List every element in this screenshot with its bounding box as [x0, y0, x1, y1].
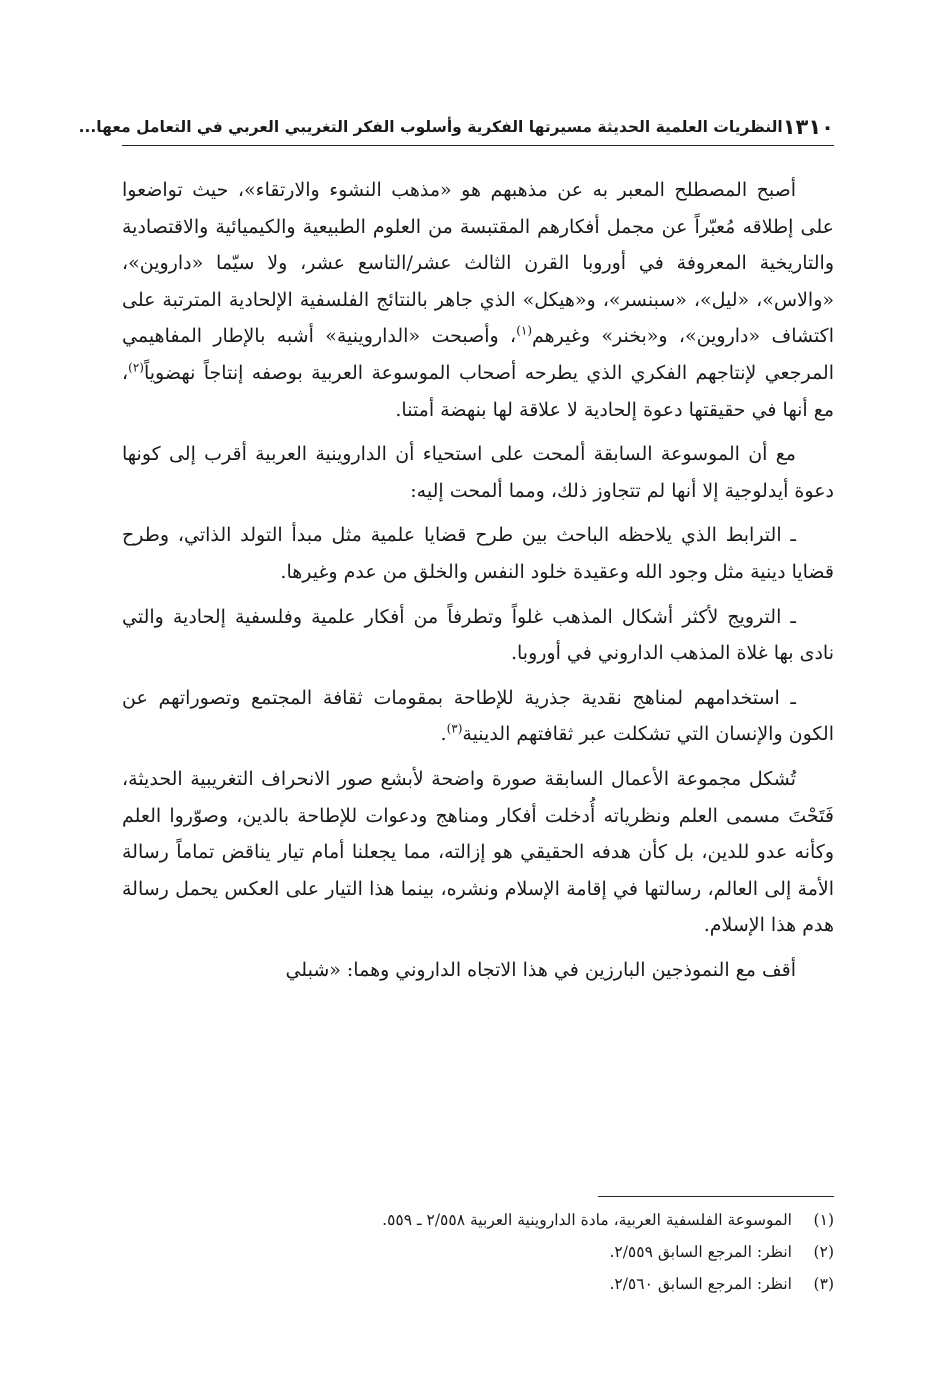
footnote-number: (٢) — [813, 1243, 834, 1261]
running-title: النظريات العلمية الحديثة مسيرتها الفكرية وأسلوب الفكر التغريبي العربي في التعامل معها... — [78, 117, 783, 136]
footnote-ref: (٣) — [446, 721, 463, 736]
paragraph: تُشكل مجموعة الأعمال السابقة صورة واضحة لأبشع صور الانحراف التغريبية الحديثة، فَتَحْتَ مسمى العلم ونظرياته أُدخلت أفكار ومناهج ودعوات للإطاحة بالدين، وصوّروا العلم وكأنه عدو للدين، بل كأن هدفه الحقيقي هو إزالته، مما يجعلنا أمام تيار يناقض تماماً رسالة الأمة إلى العالم، رسالتها في إقامة الإسلام ونشره، بينما هذا التيار على العكس يحمل رسالة هدم هذا الإسلام. — [122, 767, 834, 937]
footnote-text: انظر: المرجع السابق ٢/٥٦٠. — [609, 1275, 792, 1293]
page-number: ١٣١٠ — [782, 114, 834, 139]
footnote-text: انظر: المرجع السابق ٢/٥٥٩. — [609, 1243, 792, 1261]
footnote-number: (١) — [813, 1211, 834, 1229]
footnote-ref: (٢) — [128, 360, 144, 375]
footnote-separator — [598, 1196, 834, 1197]
footnote-ref: (١) — [516, 324, 533, 339]
footnote-text: الموسوعة الفلسفية العربية، مادة الداروينية العربية ٢/٥٥٨ ـ ٥٥٩. — [382, 1211, 792, 1229]
footnote — [300, 1268, 834, 1300]
footnote-number: (٣) — [813, 1275, 834, 1293]
paragraph — [122, 172, 834, 428]
footnote — [300, 1204, 834, 1236]
main-text — [122, 172, 834, 988]
paragraph-text: ـ استخدامهم لمناهج نقدية جذرية للإطاحة بمقومات ثقافة المجتمع وتصوراتهم عن الكون والإنسان التي تشكلت عبر ثقافتهم الدينية — [122, 686, 834, 746]
list-item: ـ الترويج لأكثر أشكال المذهب غلواً وتطرفاً من أفكار علمية وفلسفية إلحادية والتي نادى بها غلاة المذهب الداروني في أوروبا. — [122, 605, 834, 665]
footnotes — [300, 1204, 834, 1300]
paragraph-text: . — [440, 723, 447, 746]
paragraph-text: أصبح المصطلح المعبر به عن مذهبهم هو «مذهب النشوء والارتقاء»، حيث تواضعوا على إطلاقه مُعبّراً عن مجمل أفكارهم المقتبسة من العلوم الطبيعية والكيميائية والاقتصادية والتاريخية المعروفة في أوروبا القرن الثالث عشر/التاسع عشر، ولا سيّما «داروين»، «والاس»، «ليل»، «سبنسر»، و«هيكل» الذي جاهر بالنتائج الفلسفية الإلحادية المترتبة على اكتشاف «داروين»، و«بخنر» وغيرهم — [122, 179, 834, 348]
footnote — [300, 1236, 834, 1268]
list-item: ـ الترابط الذي يلاحظه الباحث بين طرح قضايا علمية مثل مبدأ التولد الذاتي، وطرح قضايا دينية مثل وجود الله وعقيدة خلود النفس والخلق من عدم وغيرها. — [122, 524, 834, 583]
paragraph: أقف مع النموذجين البارزين في هذا الاتجاه الداروني وهما: «شبلي — [285, 958, 796, 981]
paragraph-text: ، مع أنها في حقيقتها دعوة إلحادية لا علاقة لها بنهضة أمتنا. — [122, 361, 834, 421]
list-item — [122, 680, 834, 753]
paragraph-text: ، وأصبحت «الداروينية» أشبه بالإطار المفاهيمي المرجعي لإنتاجهم الفكري الذي يطرحه أصحاب الموسوعة العربية بوصفه إنتاجاً نهضوياً — [122, 325, 834, 384]
paragraph: مع أن الموسوعة السابقة ألمحت على استحياء أن الداروينية العربية أقرب إلى كونها دعوة أيدلوجية إلا أنها لم تتجاوز ذلك، ومما ألمحت إليه: — [122, 443, 834, 502]
running-header — [78, 112, 834, 146]
